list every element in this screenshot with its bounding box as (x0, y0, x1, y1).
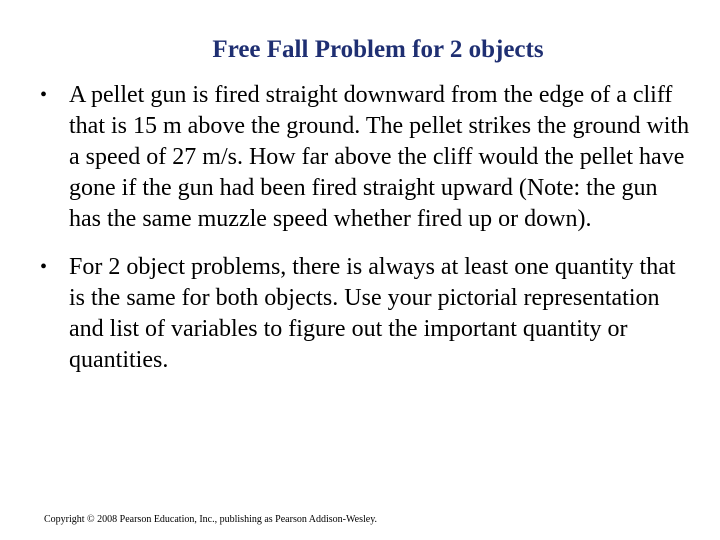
bullet-list (40, 80, 690, 393)
bullet-marker: • (40, 84, 48, 106)
bullet-item-hint (40, 252, 690, 376)
bullet-text-hint: For 2 object problems, there is always at least one quantity that is the same for both objects. Use your pictorial representation and list of variables to figure out the important quantity or quantities. (69, 254, 676, 373)
bullet-marker: • (40, 256, 48, 278)
bullet-text-problem: A pellet gun is fired straight downward from the edge of a cliff that is 15 m above the ground. The pellet strikes the ground with a speed of 27 m/s. How far above the cliff would the pellet have gone if the gun had been fired straight upward (Note: the gun has the same muzzle speed whether fired up or down). (69, 82, 690, 232)
copyright-footer: Copyright © 2008 Pearson Education, Inc., publishing as Pearson Addison-Wesley. (44, 514, 378, 525)
bullet-item-problem (40, 80, 690, 235)
slide-title: Free Fall Problem for 2 objects (212, 36, 544, 63)
